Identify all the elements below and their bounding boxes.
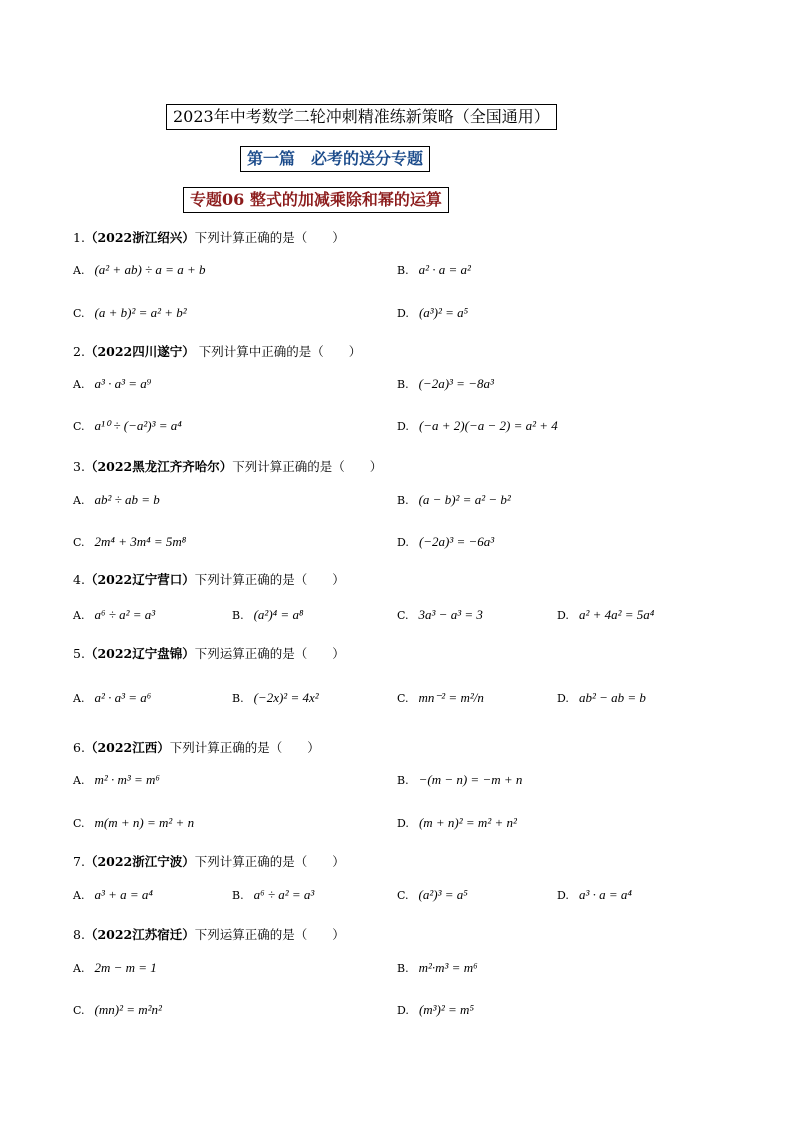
option-b[interactable]: [232, 887, 314, 903]
question-stem: [73, 342, 361, 360]
document-title: 2023年中考数学二轮冲刺精准练新策略（全国通用）: [166, 104, 557, 130]
option-label: C.: [73, 307, 85, 320]
question-number: 3.: [73, 459, 85, 474]
option-expression: −(m − n) = −m + n: [418, 772, 523, 787]
question-stem: [73, 852, 345, 870]
option-d[interactable]: [397, 305, 468, 321]
question-stem: [73, 925, 345, 943]
question-text: 下列运算正确的是（ ）: [194, 927, 345, 942]
question-number: 4.: [73, 572, 85, 587]
option-label: A.: [73, 264, 85, 277]
option-expression: (m³)² = m⁵: [418, 1002, 474, 1017]
option-label: C.: [397, 889, 409, 902]
option-expression: m(m + n) = m² + n: [94, 815, 195, 830]
option-expression: ab² ÷ ab = b: [94, 492, 160, 507]
question-source: （2022辽宁营口）: [84, 572, 195, 587]
option-label: B.: [232, 889, 244, 902]
option-a[interactable]: [73, 376, 151, 392]
option-expression: (m + n)² = m² + n²: [418, 815, 517, 830]
option-c[interactable]: [397, 690, 484, 706]
question-number: 8.: [73, 927, 85, 942]
option-b[interactable]: [397, 376, 494, 392]
option-expression: 2m⁴ + 3m⁴ = 5m⁸: [94, 534, 187, 549]
option-label: D.: [397, 817, 409, 830]
option-b[interactable]: [397, 492, 511, 508]
option-expression: (mn)² = m²n²: [94, 1002, 162, 1017]
option-d[interactable]: [397, 534, 494, 550]
option-a[interactable]: [73, 690, 151, 706]
option-d[interactable]: [557, 887, 632, 903]
option-expression: a³ + a = a⁴: [94, 887, 153, 902]
option-label: D.: [557, 692, 569, 705]
question-text: 下列计算中正确的是（ ）: [194, 344, 362, 359]
question-source: （2022黑龙江齐齐哈尔）: [84, 459, 233, 474]
option-expression: a³ · a³ = a⁹: [94, 376, 152, 391]
question-stem: [73, 570, 345, 588]
option-label: C.: [73, 536, 85, 549]
option-label: D.: [397, 536, 409, 549]
option-label: C.: [397, 692, 409, 705]
question-stem: [73, 738, 320, 756]
option-c[interactable]: [397, 607, 483, 623]
option-d[interactable]: [397, 815, 517, 831]
option-c[interactable]: [73, 418, 182, 434]
option-expression: 2m − m = 1: [94, 960, 157, 975]
question-number: 6.: [73, 740, 85, 755]
option-expression: (−a + 2)(−a − 2) = a² + 4: [418, 418, 558, 433]
option-expression: 3a³ − a³ = 3: [418, 607, 483, 622]
option-label: A.: [73, 962, 85, 975]
option-b[interactable]: [397, 262, 471, 278]
option-label: C.: [397, 609, 409, 622]
option-label: B.: [232, 609, 244, 622]
option-label: B.: [397, 264, 409, 277]
option-expression: (−2a)³ = −6a³: [418, 534, 495, 549]
option-expression: (a − b)² = a² − b²: [418, 492, 511, 507]
option-a[interactable]: [73, 772, 160, 788]
option-a[interactable]: [73, 492, 160, 508]
option-b[interactable]: [232, 690, 319, 706]
option-c[interactable]: [73, 305, 187, 321]
option-label: A.: [73, 609, 85, 622]
question-source: （2022浙江绍兴）: [84, 230, 195, 245]
option-label: B.: [397, 962, 409, 975]
option-expression: (a + b)² = a² + b²: [94, 305, 187, 320]
option-expression: a¹⁰ ÷ (−a²)³ = a⁴: [94, 418, 182, 433]
option-label: D.: [397, 420, 409, 433]
option-expression: ab² − ab = b: [578, 690, 646, 705]
option-expression: (a²)⁴ = a⁸: [253, 607, 304, 622]
option-expression: a⁶ ÷ a² = a³: [253, 887, 315, 902]
option-expression: mn⁻² = m²/n: [418, 690, 484, 705]
question-number: 1.: [73, 230, 85, 245]
question-text: 下列计算正确的是（ ）: [194, 230, 345, 245]
part-title: 第一篇 必考的送分专题: [240, 146, 430, 172]
option-label: D.: [397, 1004, 409, 1017]
question-source: （2022四川遂宁）: [84, 344, 195, 359]
option-expression: (a³)² = a⁵: [418, 305, 469, 320]
question-text: 下列计算正确的是（ ）: [194, 572, 345, 587]
option-c[interactable]: [73, 534, 186, 550]
question-source: （2022辽宁盘锦）: [84, 646, 195, 661]
option-label: B.: [397, 378, 409, 391]
option-expression: (a²)³ = a⁵: [418, 887, 468, 902]
question-number: 5.: [73, 646, 85, 661]
option-label: A.: [73, 889, 85, 902]
option-d[interactable]: [557, 607, 654, 623]
question-text: 下列计算正确的是（ ）: [232, 459, 383, 474]
question-stem: [73, 457, 382, 475]
option-label: D.: [557, 609, 569, 622]
question-stem: [73, 228, 345, 246]
question-number: 2.: [73, 344, 85, 359]
question-source: （2022江西）: [84, 740, 170, 755]
option-b[interactable]: [232, 607, 303, 623]
option-label: C.: [73, 1004, 85, 1017]
option-expression: a³ · a = a⁴: [578, 887, 632, 902]
option-expression: m²·m³ = m⁶: [418, 960, 478, 975]
option-c[interactable]: [397, 887, 468, 903]
question-text: 下列计算正确的是（ ）: [169, 740, 320, 755]
option-label: D.: [557, 889, 569, 902]
question-source: （2022浙江宁波）: [84, 854, 195, 869]
option-label: A.: [73, 494, 85, 507]
question-text: 下列运算正确的是（ ）: [194, 646, 345, 661]
option-label: A.: [73, 774, 85, 787]
option-label: C.: [73, 817, 85, 830]
question-text: 下列计算正确的是（ ）: [194, 854, 345, 869]
option-label: A.: [73, 378, 85, 391]
option-expression: (−2x)² = 4x²: [253, 690, 319, 705]
option-d[interactable]: [397, 418, 558, 434]
option-expression: m² · m³ = m⁶: [94, 772, 160, 787]
option-a[interactable]: [73, 262, 205, 278]
option-expression: (−2a)³ = −8a³: [418, 376, 494, 391]
option-a[interactable]: [73, 607, 155, 623]
option-b[interactable]: [397, 960, 478, 976]
topic-title: 专题06 整式的加减乘除和幂的运算: [183, 187, 449, 213]
option-c[interactable]: [73, 1002, 162, 1018]
option-a[interactable]: [73, 960, 157, 976]
option-b[interactable]: [397, 772, 522, 788]
option-expression: a⁶ ÷ a² = a³: [94, 607, 156, 622]
option-d[interactable]: [397, 1002, 474, 1018]
option-d[interactable]: [557, 690, 646, 706]
option-label: B.: [397, 494, 409, 507]
option-c[interactable]: [73, 815, 194, 831]
option-label: D.: [397, 307, 409, 320]
option-expression: (a² + ab) ÷ a = a + b: [94, 262, 206, 277]
option-label: C.: [73, 420, 85, 433]
option-expression: a² · a = a²: [418, 262, 471, 277]
option-a[interactable]: [73, 887, 153, 903]
option-expression: a² · a³ = a⁶: [94, 690, 152, 705]
question-stem: [73, 644, 345, 662]
question-number: 7.: [73, 854, 85, 869]
question-source: （2022江苏宿迁）: [84, 927, 195, 942]
option-expression: a² + 4a² = 5a⁴: [578, 607, 655, 622]
option-label: B.: [232, 692, 244, 705]
option-label: B.: [397, 774, 409, 787]
option-label: A.: [73, 692, 85, 705]
